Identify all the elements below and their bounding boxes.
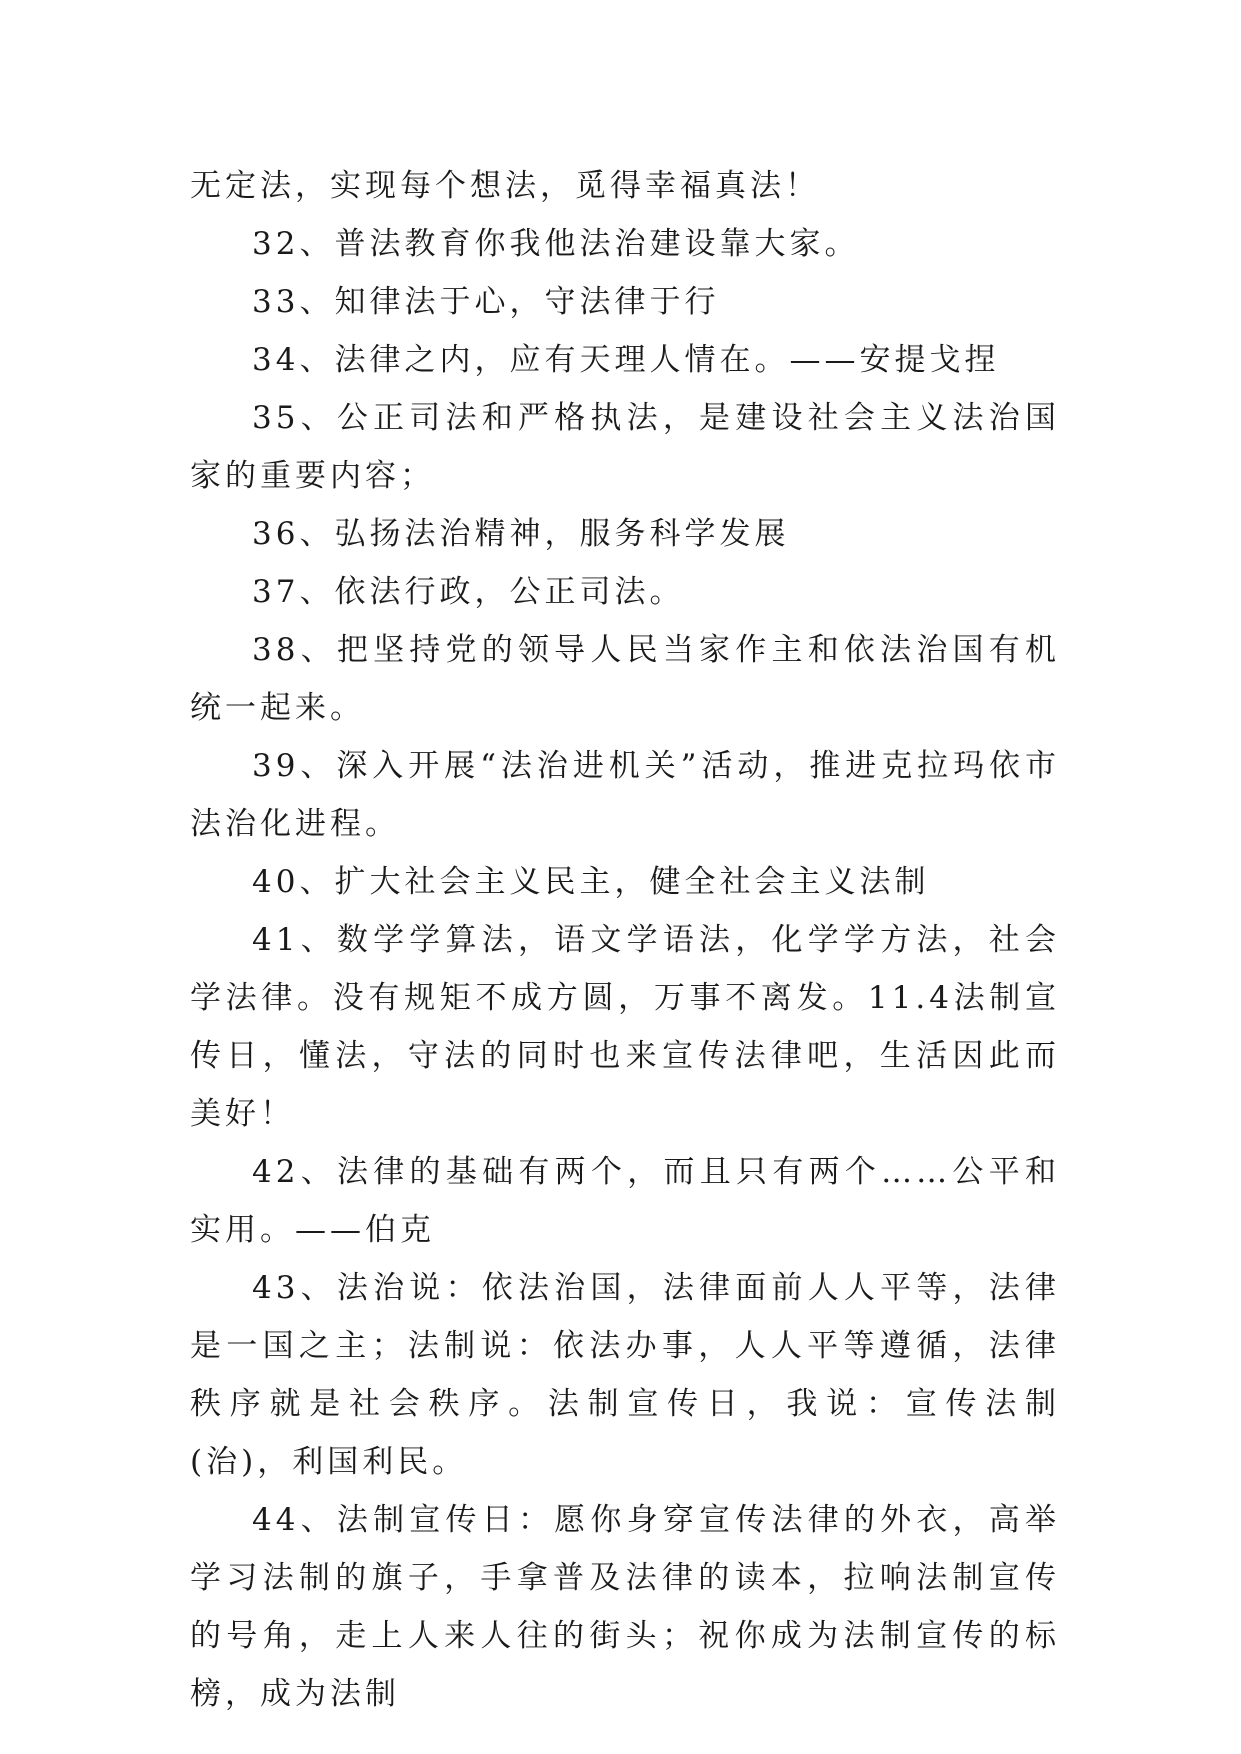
paragraph: 43、法治说：依法治国，法律面前人人平等，法律是一国之主；法制说：依法办事，人人平等遵循，法律秩序就是社会秩序。法制宣传日，我说：宣传法制(治)，利国利民。: [190, 1270, 1060, 1480]
paragraph: 36、弘扬法治精神，服务科学发展: [252, 516, 790, 552]
paragraph: 37、依法行政，公正司法。: [252, 574, 685, 610]
document-body: [190, 157, 1060, 1723]
paragraph: 42、法律的基础有两个，而且只有两个……公平和实用。——伯克: [190, 1154, 1060, 1248]
paragraph: 39、深入开展“法治进机关”活动，推进克拉玛依市法治化进程。: [190, 748, 1060, 842]
paragraph: 32、普法教育你我他法治建设靠大家。: [252, 226, 860, 262]
paragraph: 35、公正司法和严格执法，是建设社会主义法治国家的重要内容；: [190, 400, 1060, 494]
paragraph: 33、知律法于心，守法律于行: [252, 284, 720, 320]
paragraph: 40、扩大社会主义民主，健全社会主义法制: [252, 864, 930, 900]
paragraph: 34、法律之内，应有天理人情在。——安提戈捏: [252, 342, 1000, 378]
paragraph: 44、法制宣传日：愿你身穿宣传法律的外衣，高举学习法制的旗子，手拿普及法律的读本，拉响法制宣传的号角，走上人来人往的街头；祝你成为法制宣传的标榜，成为法制: [190, 1502, 1060, 1712]
paragraph: 41、数学学算法，语文学语法，化学学方法，社会学法律。没有规矩不成方圆，万事不离发。11.4法制宣传日，懂法，守法的同时也来宣传法律吧，生活因此而美好！: [190, 922, 1060, 1132]
paragraph: 无定法，实现每个想法，觅得幸福真法！: [190, 168, 820, 204]
paragraph: 38、把坚持党的领导人民当家作主和依法治国有机统一起来。: [190, 632, 1060, 726]
